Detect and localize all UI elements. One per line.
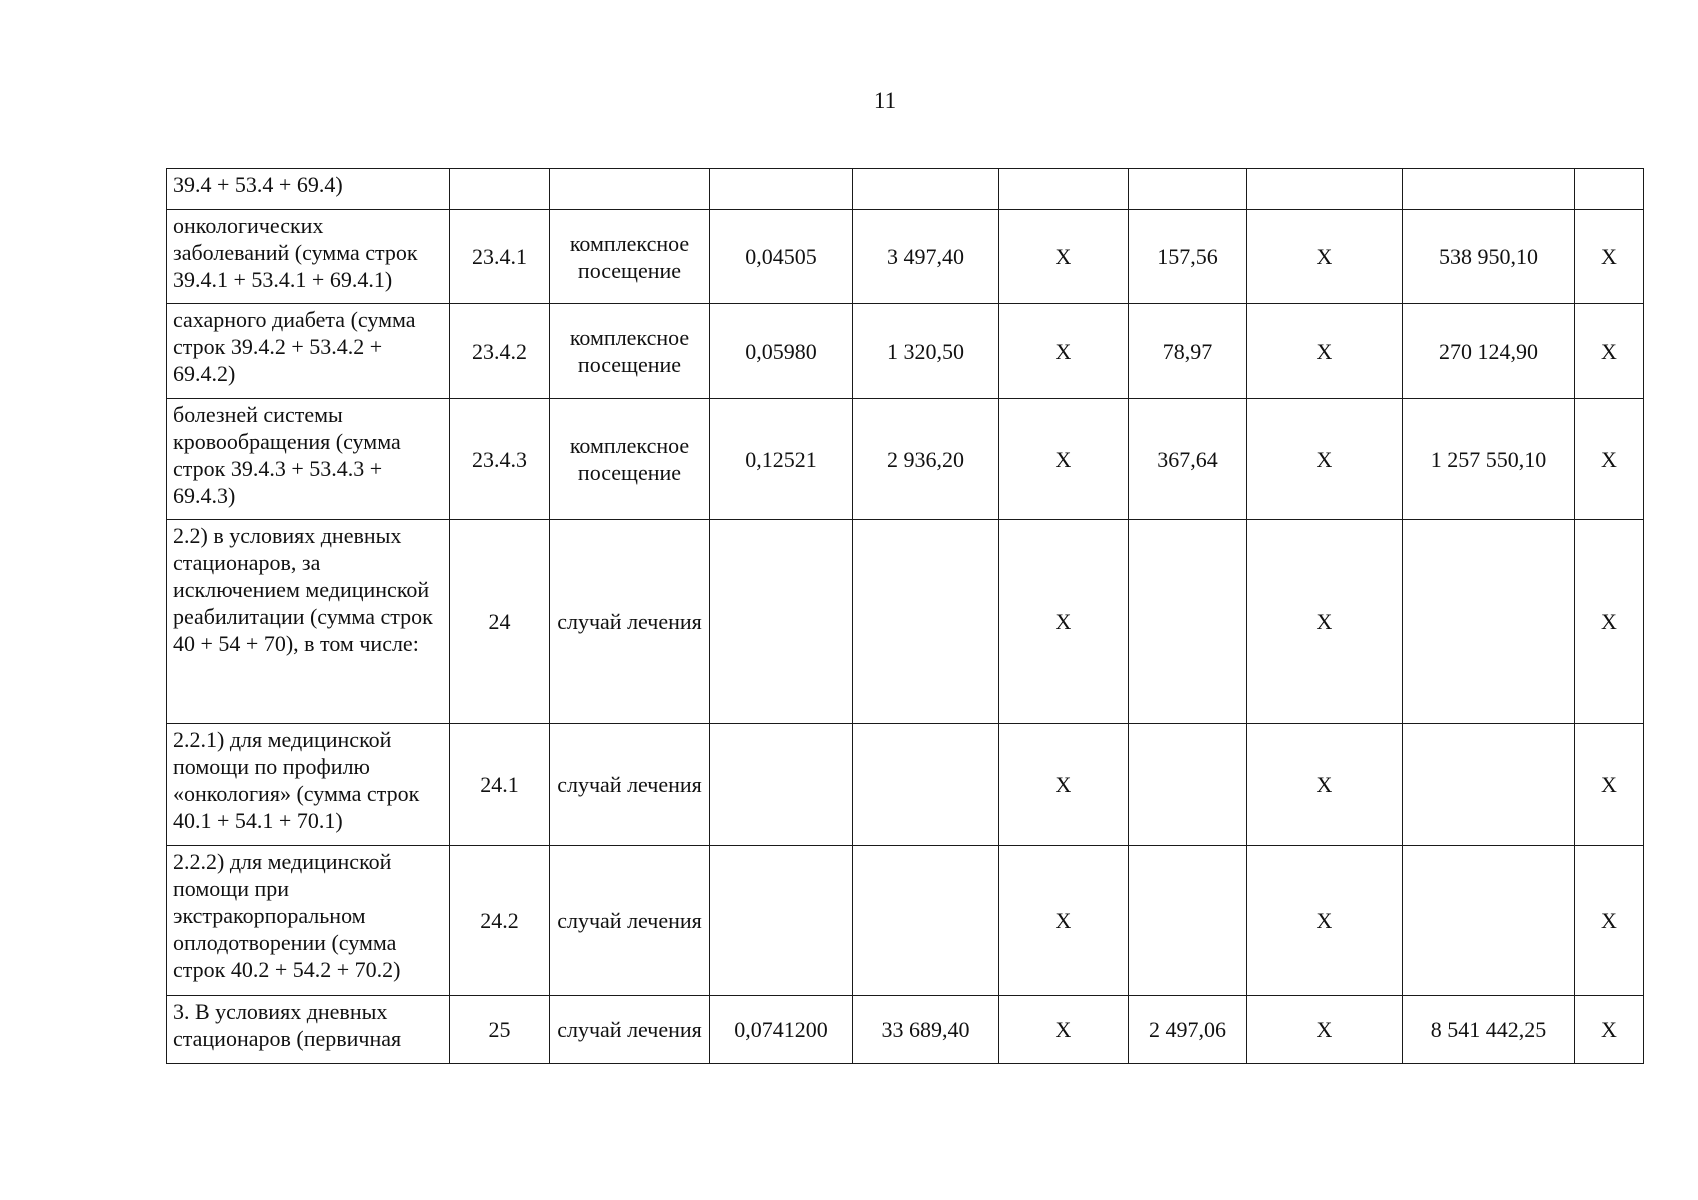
row-x-marker bbox=[1575, 169, 1644, 210]
row-x-marker: X bbox=[999, 304, 1129, 399]
row-x-marker: X bbox=[1247, 724, 1403, 846]
row-x-marker: X bbox=[1247, 304, 1403, 399]
table-row bbox=[167, 399, 1644, 520]
row-unit bbox=[550, 169, 710, 210]
row-name: 2.2.1) для медицинской помощи по профилю «онкология» (сумма строк 40.1 + 54.1 + 70.1) bbox=[167, 724, 450, 846]
row-total: 270 124,90 bbox=[1403, 304, 1575, 399]
row-x-marker: X bbox=[1575, 304, 1644, 399]
row-code: 23.4.2 bbox=[450, 304, 550, 399]
row-per-capita bbox=[1129, 520, 1247, 724]
row-unit: комплексное посещение bbox=[550, 399, 710, 520]
row-volume: 0,12521 bbox=[710, 399, 853, 520]
row-cost: 33 689,40 bbox=[853, 996, 999, 1064]
row-x-marker: X bbox=[1247, 520, 1403, 724]
row-code bbox=[450, 169, 550, 210]
row-volume: 0,0741200 bbox=[710, 996, 853, 1064]
row-x-marker: X bbox=[999, 996, 1129, 1064]
row-total: 1 257 550,10 bbox=[1403, 399, 1575, 520]
row-per-capita: 157,56 bbox=[1129, 210, 1247, 304]
row-name: 3. В условиях дневных стационаров (первичная bbox=[167, 996, 450, 1064]
row-volume bbox=[710, 724, 853, 846]
row-per-capita bbox=[1129, 846, 1247, 996]
row-total bbox=[1403, 724, 1575, 846]
row-total: 8 541 442,25 bbox=[1403, 996, 1575, 1064]
row-x-marker: X bbox=[1575, 520, 1644, 724]
row-per-capita bbox=[1129, 169, 1247, 210]
table-row bbox=[167, 304, 1644, 399]
row-unit: случай лечения bbox=[550, 996, 710, 1064]
row-x-marker: X bbox=[1575, 210, 1644, 304]
row-code: 25 bbox=[450, 996, 550, 1064]
row-volume bbox=[710, 169, 853, 210]
row-code: 23.4.3 bbox=[450, 399, 550, 520]
row-unit: случай лечения bbox=[550, 520, 710, 724]
row-code: 24.1 bbox=[450, 724, 550, 846]
page-number: 11 bbox=[873, 88, 897, 113]
row-name: 2.2.2) для медицинской помощи при экстракорпоральном оплодотворении (сумма строк 40.2 + 54.2 + 70.2) bbox=[167, 846, 450, 996]
table-row bbox=[167, 846, 1644, 996]
row-name: сахарного диабета (сумма строк 39.4.2 + 53.4.2 + 69.4.2) bbox=[167, 304, 450, 399]
row-cost: 1 320,50 bbox=[853, 304, 999, 399]
row-name: 2.2) в условиях дневных стационаров, за исключением медицинской реабилитации (сумма строк 40 + 54 + 70), в том числе: bbox=[167, 520, 450, 724]
row-name: болезней системы кровообращения (сумма строк 39.4.3 + 53.4.3 + 69.4.3) bbox=[167, 399, 450, 520]
row-unit: комплексное посещение bbox=[550, 210, 710, 304]
row-cost bbox=[853, 846, 999, 996]
row-total: 538 950,10 bbox=[1403, 210, 1575, 304]
row-per-capita: 367,64 bbox=[1129, 399, 1247, 520]
row-unit: случай лечения bbox=[550, 846, 710, 996]
row-cost bbox=[853, 520, 999, 724]
row-x-marker: X bbox=[1247, 996, 1403, 1064]
row-x-marker: X bbox=[1247, 846, 1403, 996]
row-x-marker: X bbox=[1575, 996, 1644, 1064]
row-volume: 0,05980 bbox=[710, 304, 853, 399]
row-cost: 2 936,20 bbox=[853, 399, 999, 520]
row-per-capita: 78,97 bbox=[1129, 304, 1247, 399]
row-x-marker bbox=[999, 169, 1129, 210]
row-cost: 3 497,40 bbox=[853, 210, 999, 304]
row-x-marker bbox=[1247, 169, 1403, 210]
row-x-marker: X bbox=[1575, 399, 1644, 520]
table-row bbox=[167, 996, 1644, 1064]
row-x-marker: X bbox=[1575, 724, 1644, 846]
row-x-marker: X bbox=[999, 724, 1129, 846]
table-row bbox=[167, 724, 1644, 846]
row-x-marker: X bbox=[1247, 399, 1403, 520]
row-code: 24 bbox=[450, 520, 550, 724]
row-unit: комплексное посещение bbox=[550, 304, 710, 399]
row-cost bbox=[853, 724, 999, 846]
row-per-capita bbox=[1129, 724, 1247, 846]
row-per-capita: 2 497,06 bbox=[1129, 996, 1247, 1064]
row-x-marker: X bbox=[1575, 846, 1644, 996]
row-total bbox=[1403, 846, 1575, 996]
row-total bbox=[1403, 169, 1575, 210]
row-name: 39.4 + 53.4 + 69.4) bbox=[167, 169, 450, 210]
row-name: онкологических заболеваний (сумма строк 39.4.1 + 53.4.1 + 69.4.1) bbox=[167, 210, 450, 304]
row-volume bbox=[710, 520, 853, 724]
table-row bbox=[167, 210, 1644, 304]
table-row bbox=[167, 520, 1644, 724]
row-volume bbox=[710, 846, 853, 996]
row-x-marker: X bbox=[1247, 210, 1403, 304]
table-row bbox=[167, 169, 1644, 210]
row-x-marker: X bbox=[999, 846, 1129, 996]
row-total bbox=[1403, 520, 1575, 724]
row-volume: 0,04505 bbox=[710, 210, 853, 304]
data-table bbox=[166, 168, 1644, 1064]
row-x-marker: X bbox=[999, 210, 1129, 304]
row-code: 23.4.1 bbox=[450, 210, 550, 304]
row-x-marker: X bbox=[999, 520, 1129, 724]
row-x-marker: X bbox=[999, 399, 1129, 520]
row-cost bbox=[853, 169, 999, 210]
row-unit: случай лечения bbox=[550, 724, 710, 846]
row-code: 24.2 bbox=[450, 846, 550, 996]
